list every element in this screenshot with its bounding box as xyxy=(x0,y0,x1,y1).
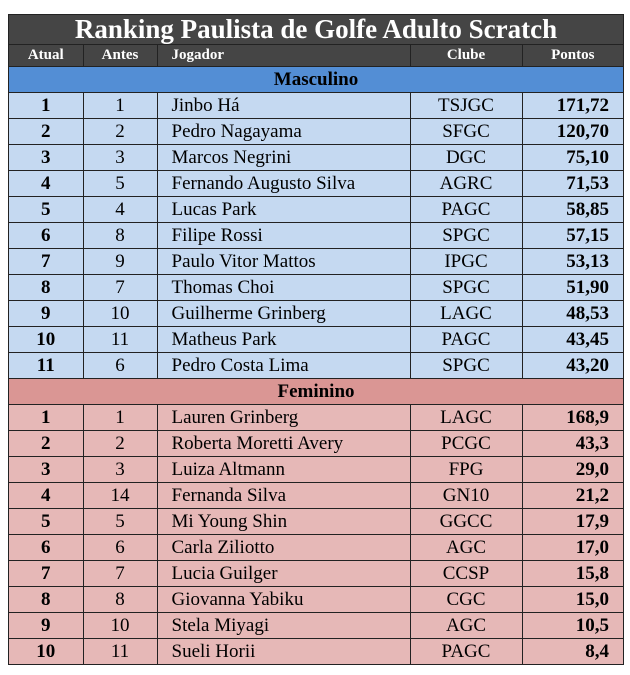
table-row xyxy=(9,93,623,119)
section-title: Masculino xyxy=(9,67,623,93)
cell-clube: AGRC xyxy=(410,171,522,197)
cell-antes: 7 xyxy=(83,561,157,587)
cell-jogador: Paulo Vitor Mattos xyxy=(157,249,410,275)
cell-jogador: Luiza Altmann xyxy=(157,457,410,483)
table-row xyxy=(9,431,623,457)
section-header-feminino xyxy=(9,379,623,405)
cell-pontos: 75,10 xyxy=(522,145,623,171)
table-row xyxy=(9,275,623,301)
section-title: Feminino xyxy=(9,379,623,405)
table-row xyxy=(9,353,623,379)
cell-atual: 2 xyxy=(9,431,83,457)
cell-jogador: Giovanna Yabiku xyxy=(157,587,410,613)
cell-atual: 6 xyxy=(9,535,83,561)
sheet-title: Ranking Paulista de Golfe Adulto Scratch xyxy=(9,15,623,45)
cell-atual: 8 xyxy=(9,275,83,301)
cell-antes: 10 xyxy=(83,301,157,327)
cell-antes: 3 xyxy=(83,457,157,483)
cell-antes: 1 xyxy=(83,405,157,431)
cell-pontos: 17,0 xyxy=(522,535,623,561)
cell-clube: GN10 xyxy=(410,483,522,509)
cell-jogador: Carla Ziliotto xyxy=(157,535,410,561)
cell-atual: 9 xyxy=(9,613,83,639)
cell-antes: 2 xyxy=(83,431,157,457)
cell-pontos: 10,5 xyxy=(522,613,623,639)
cell-antes: 11 xyxy=(83,639,157,665)
cell-pontos: 8,4 xyxy=(522,639,623,665)
cell-clube: AGC xyxy=(410,613,522,639)
cell-atual: 4 xyxy=(9,171,83,197)
table-row xyxy=(9,249,623,275)
cell-antes: 4 xyxy=(83,197,157,223)
cell-jogador: Filipe Rossi xyxy=(157,223,410,249)
cell-antes: 5 xyxy=(83,171,157,197)
cell-atual: 4 xyxy=(9,483,83,509)
cell-antes: 1 xyxy=(83,93,157,119)
table-row xyxy=(9,509,623,535)
cell-antes: 3 xyxy=(83,145,157,171)
cell-jogador: Matheus Park xyxy=(157,327,410,353)
cell-clube: IPGC xyxy=(410,249,522,275)
cell-antes: 7 xyxy=(83,275,157,301)
cell-clube: GGCC xyxy=(410,509,522,535)
cell-atual: 3 xyxy=(9,145,83,171)
cell-pontos: 43,45 xyxy=(522,327,623,353)
cell-jogador: Mi Young Shin xyxy=(157,509,410,535)
cell-pontos: 48,53 xyxy=(522,301,623,327)
cell-clube: AGC xyxy=(410,535,522,561)
cell-atual: 5 xyxy=(9,509,83,535)
cell-jogador: Jinbo Há xyxy=(157,93,410,119)
cell-jogador: Thomas Choi xyxy=(157,275,410,301)
cell-antes: 2 xyxy=(83,119,157,145)
cell-antes: 5 xyxy=(83,509,157,535)
header-row xyxy=(9,45,623,67)
cell-jogador: Pedro Costa Lima xyxy=(157,353,410,379)
cell-atual: 3 xyxy=(9,457,83,483)
cell-atual: 1 xyxy=(9,93,83,119)
cell-pontos: 43,3 xyxy=(522,431,623,457)
cell-antes: 6 xyxy=(83,535,157,561)
cell-antes: 8 xyxy=(83,223,157,249)
cell-jogador: Guilherme Grinberg xyxy=(157,301,410,327)
cell-clube: SPGC xyxy=(410,275,522,301)
cell-pontos: 43,20 xyxy=(522,353,623,379)
cell-pontos: 29,0 xyxy=(522,457,623,483)
cell-atual: 8 xyxy=(9,587,83,613)
table-row xyxy=(9,613,623,639)
cell-jogador: Lucas Park xyxy=(157,197,410,223)
cell-atual: 5 xyxy=(9,197,83,223)
cell-clube: CCSP xyxy=(410,561,522,587)
table-row xyxy=(9,535,623,561)
cell-atual: 7 xyxy=(9,561,83,587)
cell-antes: 11 xyxy=(83,327,157,353)
cell-clube: LAGC xyxy=(410,301,522,327)
cell-antes: 10 xyxy=(83,613,157,639)
cell-clube: FPG xyxy=(410,457,522,483)
cell-clube: PAGC xyxy=(410,639,522,665)
cell-clube: SFGC xyxy=(410,119,522,145)
cell-pontos: 15,0 xyxy=(522,587,623,613)
cell-jogador: Lucia Guilger xyxy=(157,561,410,587)
table-row xyxy=(9,171,623,197)
cell-pontos: 15,8 xyxy=(522,561,623,587)
cell-pontos: 53,13 xyxy=(522,249,623,275)
table-row xyxy=(9,197,623,223)
cell-clube: PCGC xyxy=(410,431,522,457)
cell-jogador: Marcos Negrini xyxy=(157,145,410,171)
table-row xyxy=(9,405,623,431)
table-row xyxy=(9,119,623,145)
cell-pontos: 57,15 xyxy=(522,223,623,249)
cell-clube: PAGC xyxy=(410,197,522,223)
cell-atual: 2 xyxy=(9,119,83,145)
cell-pontos: 51,90 xyxy=(522,275,623,301)
table-row xyxy=(9,639,623,665)
header-pontos: Pontos xyxy=(522,45,623,67)
cell-clube: TSJGC xyxy=(410,93,522,119)
table-row xyxy=(9,457,623,483)
header-clube: Clube xyxy=(410,45,522,67)
cell-pontos: 120,70 xyxy=(522,119,623,145)
cell-atual: 1 xyxy=(9,405,83,431)
cell-atual: 10 xyxy=(9,327,83,353)
cell-atual: 9 xyxy=(9,301,83,327)
cell-antes: 8 xyxy=(83,587,157,613)
cell-jogador: Roberta Moretti Avery xyxy=(157,431,410,457)
cell-antes: 14 xyxy=(83,483,157,509)
cell-clube: DGC xyxy=(410,145,522,171)
ranking-table xyxy=(9,45,623,664)
cell-jogador: Stela Miyagi xyxy=(157,613,410,639)
header-antes: Antes xyxy=(83,45,157,67)
cell-pontos: 21,2 xyxy=(522,483,623,509)
cell-clube: PAGC xyxy=(410,327,522,353)
cell-pontos: 58,85 xyxy=(522,197,623,223)
section-header-masculino xyxy=(9,67,623,93)
cell-clube: SPGC xyxy=(410,223,522,249)
cell-pontos: 171,72 xyxy=(522,93,623,119)
cell-atual: 10 xyxy=(9,639,83,665)
table-row xyxy=(9,561,623,587)
header-atual: Atual xyxy=(9,45,83,67)
header-jogador: Jogador xyxy=(157,45,410,67)
cell-clube: CGC xyxy=(410,587,522,613)
cell-antes: 6 xyxy=(83,353,157,379)
cell-clube: LAGC xyxy=(410,405,522,431)
table-row xyxy=(9,145,623,171)
cell-pontos: 17,9 xyxy=(522,509,623,535)
cell-atual: 7 xyxy=(9,249,83,275)
cell-pontos: 168,9 xyxy=(522,405,623,431)
cell-jogador: Lauren Grinberg xyxy=(157,405,410,431)
table-row xyxy=(9,327,623,353)
cell-clube: SPGC xyxy=(410,353,522,379)
table-row xyxy=(9,301,623,327)
table-row xyxy=(9,223,623,249)
table-row xyxy=(9,587,623,613)
cell-atual: 11 xyxy=(9,353,83,379)
cell-pontos: 71,53 xyxy=(522,171,623,197)
table-row xyxy=(9,483,623,509)
cell-jogador: Pedro Nagayama xyxy=(157,119,410,145)
cell-jogador: Sueli Horii xyxy=(157,639,410,665)
cell-atual: 6 xyxy=(9,223,83,249)
ranking-sheet xyxy=(8,14,624,665)
cell-antes: 9 xyxy=(83,249,157,275)
cell-jogador: Fernando Augusto Silva xyxy=(157,171,410,197)
cell-jogador: Fernanda Silva xyxy=(157,483,410,509)
